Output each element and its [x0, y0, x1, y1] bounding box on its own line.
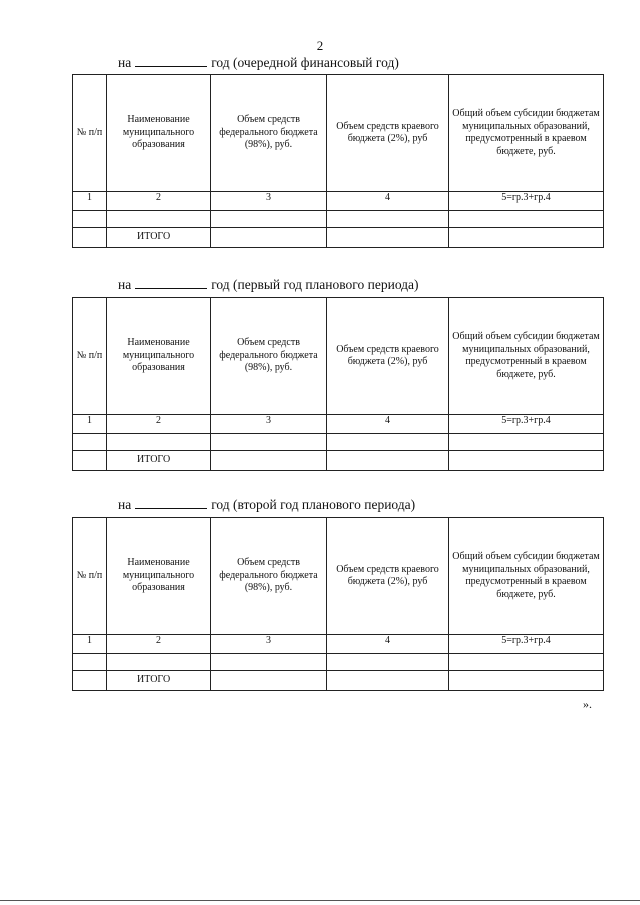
column-number: 3 — [211, 192, 327, 211]
header-number: № п/п — [73, 298, 107, 415]
section-heading-second-planning-year — [118, 497, 415, 513]
subsidy-table-current-year — [72, 74, 604, 248]
column-number-row — [73, 192, 604, 211]
header-municipality: Наименование муниципального образования — [107, 298, 211, 415]
column-number-row — [73, 635, 604, 654]
header-federal-budget: Объем средств федерального бюджета (98%), руб. — [211, 298, 327, 415]
header-regional-budget: Объем средств краевого бюджета (2%), руб — [327, 518, 449, 635]
subsidy-table-first-planning-year — [72, 297, 604, 471]
header-regional-budget: Объем средств краевого бюджета (2%), руб — [327, 298, 449, 415]
header-number: № п/п — [73, 75, 107, 192]
header-municipality: Наименование муниципального образования — [107, 518, 211, 635]
heading-prefix: на — [118, 277, 132, 292]
column-number: 1 — [73, 635, 107, 654]
section-heading-current-year — [118, 55, 399, 71]
column-number-row — [73, 415, 604, 434]
column-number: 3 — [211, 415, 327, 434]
header-row — [73, 75, 604, 192]
heading-suffix: год (очередной финансовый год) — [211, 55, 399, 70]
header-regional-budget: Объем средств краевого бюджета (2%), руб — [327, 75, 449, 192]
closing-quote: ». — [583, 697, 592, 711]
heading-prefix: на — [118, 55, 132, 70]
section-heading-first-planning-year — [118, 277, 419, 293]
header-row — [73, 518, 604, 635]
header-total-subsidy: Общий объем субсидии бюджетам муниципальных образований, предусмотренный в краевом бюджете, руб. — [449, 75, 604, 192]
heading-suffix: год (первый год планового периода) — [211, 277, 419, 292]
page-number: 2 — [316, 38, 324, 53]
header-federal-budget: Объем средств федерального бюджета (98%), руб. — [211, 518, 327, 635]
column-number: 5=гр.3+гр.4 — [449, 635, 604, 654]
header-row — [73, 298, 604, 415]
page-bottom-rule — [0, 900, 640, 901]
header-number: № п/п — [73, 518, 107, 635]
heading-prefix: на — [118, 497, 132, 512]
header-total-subsidy: Общий объем субсидии бюджетам муниципальных образований, предусмотренный в краевом бюджете, руб. — [449, 518, 604, 635]
total-row — [73, 228, 604, 248]
total-label: ИТОГО — [107, 671, 211, 691]
total-row — [73, 451, 604, 471]
year-blank — [135, 278, 207, 289]
empty-row — [73, 434, 604, 451]
column-number: 2 — [107, 415, 211, 434]
column-number: 3 — [211, 635, 327, 654]
heading-suffix: год (второй год планового периода) — [211, 497, 416, 512]
year-blank — [135, 498, 207, 509]
total-label: ИТОГО — [107, 451, 211, 471]
header-total-subsidy: Общий объем субсидии бюджетам муниципальных образований, предусмотренный в краевом бюджете, руб. — [449, 298, 604, 415]
header-municipality: Наименование муниципального образования — [107, 75, 211, 192]
header-federal-budget: Объем средств федерального бюджета (98%), руб. — [211, 75, 327, 192]
total-label: ИТОГО — [107, 228, 211, 248]
column-number: 5=гр.3+гр.4 — [449, 415, 604, 434]
year-blank — [135, 56, 207, 67]
column-number: 5=гр.3+гр.4 — [449, 192, 604, 211]
column-number: 1 — [73, 192, 107, 211]
column-number: 2 — [107, 192, 211, 211]
column-number: 4 — [327, 415, 449, 434]
subsidy-table-second-planning-year — [72, 517, 604, 691]
column-number: 2 — [107, 635, 211, 654]
total-row — [73, 671, 604, 691]
empty-row — [73, 211, 604, 228]
column-number: 1 — [73, 415, 107, 434]
column-number: 4 — [327, 635, 449, 654]
column-number: 4 — [327, 192, 449, 211]
empty-row — [73, 654, 604, 671]
